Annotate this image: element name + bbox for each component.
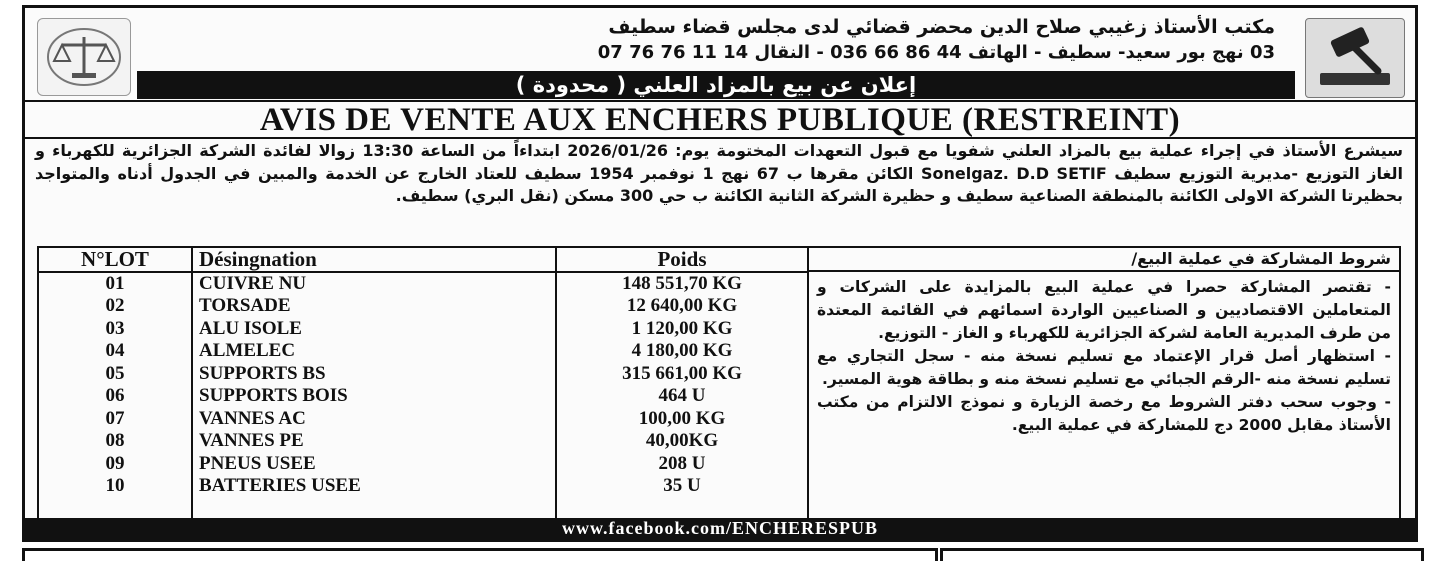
lot-number: 09: [105, 452, 125, 474]
gavel-icon: [1305, 18, 1405, 98]
table-row: [39, 385, 807, 408]
table-row: [39, 318, 807, 341]
table-row: [39, 408, 807, 431]
table-row: [39, 295, 807, 318]
lot-designation: ALMELEC: [192, 340, 556, 363]
lot-weight: 35 U: [556, 475, 807, 498]
lot-designation: PNEUS USEE: [192, 453, 556, 476]
lot-designation: ALU ISOLE: [192, 318, 556, 341]
lot-number: 05: [105, 362, 125, 384]
table-header-row: [39, 248, 807, 272]
lot-number: 02: [105, 295, 125, 316]
lot-weight: 148 551,70 KG: [556, 272, 807, 296]
table-row-empty: [39, 498, 807, 521]
condition-item: - تقتصر المشاركة حصرا في عملية البيع بالمزايدة على الشركات و المتعاملين الاقتصاديين و الصناعيين الواردة اسمائهم في القائمة المعتدة من طرف المديرية العامة لشركة الجزائرية للكهرباء و الغاز - التوزيع.: [817, 278, 1391, 342]
lot-designation: SUPPORTS BOIS: [192, 385, 556, 408]
table-row: [39, 453, 807, 476]
participation-conditions: [807, 246, 1401, 524]
notice-frame: [22, 5, 1418, 542]
office-contact: 03 نهج بور سعيد- سطيف - الهاتف 44 86 66 036 - النقال 14 11 76 76 07: [597, 42, 1275, 63]
lots-table: [39, 248, 807, 520]
condition-item: - استظهار أصل قرار الإعتماد مع تسليم نسخة منه - سجل التجاري مع تسليم نسخة منه -الرقم الجبائي مع تسليم نسخة منه و بطاقة هوية المسير.: [817, 347, 1391, 388]
arabic-title-banner: إعلان عن بيع بالمزاد العلني ( محدودة ): [137, 71, 1295, 99]
table-row: [39, 340, 807, 363]
table-row: [39, 363, 807, 386]
column-header-designation: Désingnation: [192, 248, 556, 272]
lot-number: 01: [105, 272, 125, 294]
lot-number: 08: [105, 430, 125, 451]
lot-number: 03: [105, 317, 125, 339]
lot-designation: VANNES PE: [192, 430, 556, 453]
lot-weight: 40,00KG: [556, 430, 807, 453]
lot-weight: 100,00 KG: [556, 408, 807, 431]
lot-designation: CUIVRE NU: [192, 272, 556, 296]
lot-designation: TORSADE: [192, 295, 556, 318]
intro-paragraph: سيشرع الأستاذ في إجراء عملية بيع بالمزاد العلني شفويا مع قبول التعهدات المختومة يوم: 2026/01/26 ابتداءاً من الساعة 13:30 زوالا لفائدة الشركة الجزائرية للكهرباء و الغاز التوزيع -مديرية التوزيع سطيف Sonelgaz. D.D SETIF الكائن مقرها ب 67 نهج 1 نوفمبر 1954 سطيف للعتاد الخارج عن الخدمة والمبين في الجدول أدناه والمتواجد بحظيرتا الشركة الاولى الكائنة بالمنطقة الصناعية سطيف و حظيرة الشركة الثانية الكائنة ب حي 300 مسكن (نقل البري) سطيف.: [35, 141, 1404, 205]
condition-item: - وجوب سحب دفتر الشروط مع رخصة الزيارة و نموذج الالتزام من مكتب الأستاذ مقابل 2000 دج للمشاركة في عملية البيع.: [817, 393, 1391, 434]
lot-designation: SUPPORTS BS: [192, 363, 556, 386]
column-header-weight: Poids: [556, 248, 807, 272]
lot-weight: 4 180,00 KG: [556, 340, 807, 363]
lot-number: 07: [105, 407, 125, 429]
table-row: [39, 430, 807, 453]
lot-weight: 208 U: [556, 453, 807, 476]
conditions-text: [809, 272, 1399, 437]
lot-number: 04: [105, 340, 125, 361]
lot-weight: 12 640,00 KG: [556, 295, 807, 318]
lot-number: 10: [105, 475, 125, 496]
table-row: [39, 272, 807, 296]
french-title: AVIS DE VENTE AUX ENCHERS PUBLIQUE (RESTREINT): [25, 103, 1415, 139]
lot-weight: 315 661,00 KG: [556, 363, 807, 386]
table-row: [39, 475, 807, 498]
lot-number: 06: [105, 385, 125, 406]
adjacent-ad-borders: [22, 548, 1418, 561]
conditions-title: شروط المشاركة في عملية البيع/: [809, 248, 1399, 272]
lot-weight: 1 120,00 KG: [556, 318, 807, 341]
lot-designation: VANNES AC: [192, 408, 556, 431]
lot-weight: 464 U: [556, 385, 807, 408]
office-name: مكتب الأستاذ زغيبي صلاح الدين محضر قضائي لدى مجلس قضاء سطيف: [608, 16, 1275, 38]
lots-table-container: [37, 246, 807, 524]
footer-link[interactable]: www.facebook.com/ENCHERESPUB: [25, 518, 1415, 539]
lot-designation: BATTERIES USEE: [192, 475, 556, 498]
column-header-lot: N°LOT: [39, 248, 192, 272]
notice-header: [25, 8, 1415, 102]
scales-of-justice-logo-icon: [37, 18, 131, 96]
